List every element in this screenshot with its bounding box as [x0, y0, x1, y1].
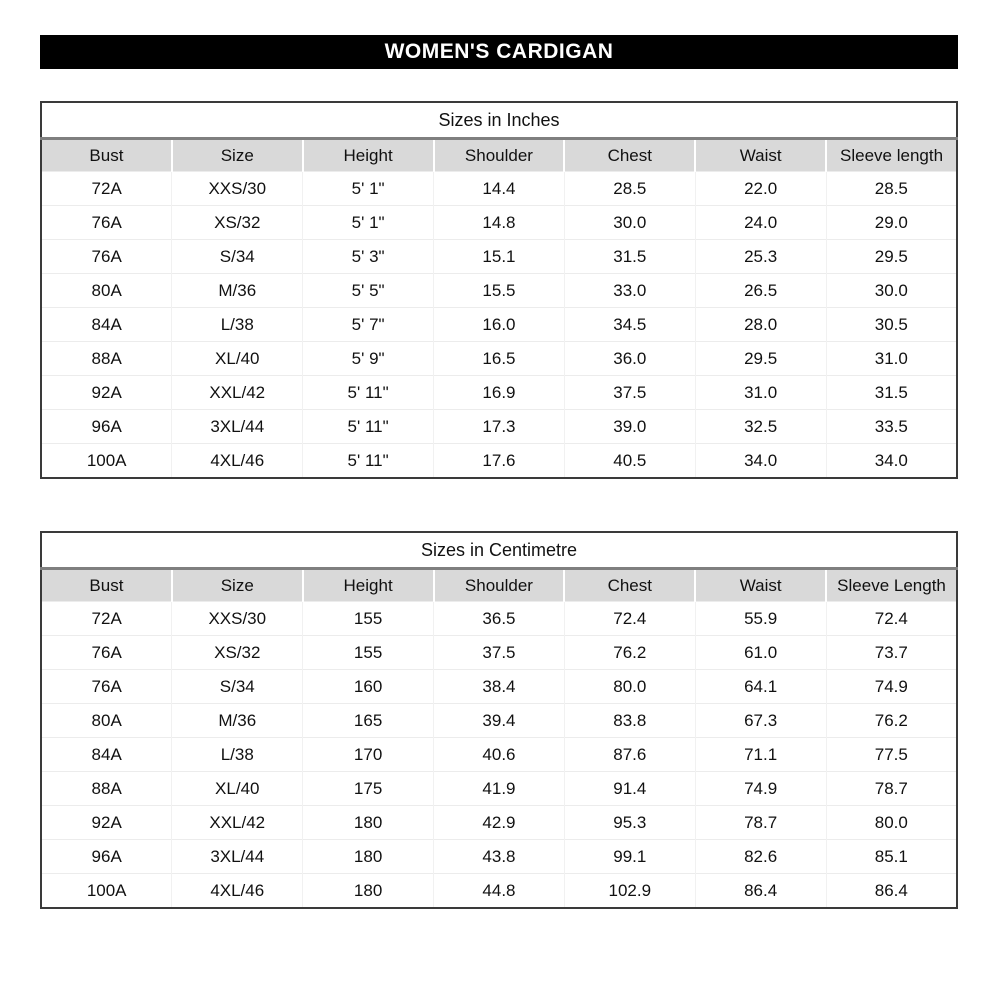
table-row — [41, 376, 957, 410]
cell: 37.5 — [564, 376, 695, 410]
cell: 44.8 — [434, 874, 565, 909]
cell: XXL/42 — [172, 806, 303, 840]
cell: 84A — [41, 308, 172, 342]
cell: 5' 9" — [303, 342, 434, 376]
cell: 80.0 — [564, 670, 695, 704]
column-header: Sleeve length — [826, 139, 957, 172]
column-header: Height — [303, 139, 434, 172]
table-header-row — [41, 139, 957, 172]
cell: 180 — [303, 806, 434, 840]
cell: XS/32 — [172, 636, 303, 670]
sizes-in-inches-table — [40, 101, 958, 479]
cell: 5' 5" — [303, 274, 434, 308]
cell: XXS/30 — [172, 602, 303, 636]
cell: 155 — [303, 636, 434, 670]
cell: 33.5 — [826, 410, 957, 444]
cell: 31.5 — [564, 240, 695, 274]
cell: 34.0 — [695, 444, 826, 479]
cell: 76.2 — [826, 704, 957, 738]
cell: 180 — [303, 840, 434, 874]
table-row — [41, 636, 957, 670]
cell: 5' 3" — [303, 240, 434, 274]
cell: L/38 — [172, 308, 303, 342]
table-title-row — [41, 532, 957, 569]
cell: 80A — [41, 704, 172, 738]
table-header-row — [41, 569, 957, 602]
cell: 4XL/46 — [172, 874, 303, 909]
cell: 17.3 — [434, 410, 565, 444]
cell: 5' 11" — [303, 410, 434, 444]
cell: 82.6 — [695, 840, 826, 874]
table-row — [41, 806, 957, 840]
table-title: Sizes in Inches — [41, 102, 957, 139]
cell: 15.1 — [434, 240, 565, 274]
column-header: Waist — [695, 569, 826, 602]
cell: 78.7 — [695, 806, 826, 840]
cell: 29.0 — [826, 206, 957, 240]
cell: 96A — [41, 410, 172, 444]
table-row — [41, 206, 957, 240]
cell: XXS/30 — [172, 172, 303, 206]
table-title-row — [41, 102, 957, 139]
cell: 175 — [303, 772, 434, 806]
table-row — [41, 274, 957, 308]
cell: S/34 — [172, 670, 303, 704]
cell: 39.4 — [434, 704, 565, 738]
sizes-in-centimetre-table — [40, 531, 958, 909]
cell: 31.5 — [826, 376, 957, 410]
cell: 165 — [303, 704, 434, 738]
column-header: Sleeve Length — [826, 569, 957, 602]
cell: 38.4 — [434, 670, 565, 704]
cell: 91.4 — [564, 772, 695, 806]
cell: 71.1 — [695, 738, 826, 772]
cell: 72A — [41, 602, 172, 636]
cell: 34.5 — [564, 308, 695, 342]
cell: 17.6 — [434, 444, 565, 479]
page-title: WOMEN'S CARDIGAN — [384, 40, 614, 63]
cell: 24.0 — [695, 206, 826, 240]
page-title-banner — [40, 35, 958, 69]
cell: 25.3 — [695, 240, 826, 274]
cell: 80A — [41, 274, 172, 308]
cell: 96A — [41, 840, 172, 874]
cell: 28.5 — [564, 172, 695, 206]
table-row — [41, 874, 957, 909]
cell: XL/40 — [172, 342, 303, 376]
cell: 29.5 — [695, 342, 826, 376]
column-header: Shoulder — [434, 139, 565, 172]
cell: 5' 11" — [303, 444, 434, 479]
cell: 5' 1" — [303, 206, 434, 240]
column-header: Height — [303, 569, 434, 602]
table-body — [41, 602, 957, 909]
cell: 72.4 — [564, 602, 695, 636]
cell: 30.5 — [826, 308, 957, 342]
table-row — [41, 444, 957, 479]
column-header: Chest — [564, 569, 695, 602]
cell: 3XL/44 — [172, 410, 303, 444]
cell: 30.0 — [826, 274, 957, 308]
cell: 31.0 — [695, 376, 826, 410]
table-row — [41, 840, 957, 874]
cell: 85.1 — [826, 840, 957, 874]
cell: XL/40 — [172, 772, 303, 806]
table-row — [41, 738, 957, 772]
cell: 76A — [41, 636, 172, 670]
cell: 88A — [41, 342, 172, 376]
cell: 33.0 — [564, 274, 695, 308]
table-row — [41, 704, 957, 738]
cell: 72.4 — [826, 602, 957, 636]
cell: 37.5 — [434, 636, 565, 670]
table-row — [41, 670, 957, 704]
cell: M/36 — [172, 704, 303, 738]
cell: 31.0 — [826, 342, 957, 376]
cell: 40.6 — [434, 738, 565, 772]
column-header: Size — [172, 139, 303, 172]
cell: 92A — [41, 806, 172, 840]
cell: 78.7 — [826, 772, 957, 806]
cell: 100A — [41, 874, 172, 909]
cell: S/34 — [172, 240, 303, 274]
cell: 28.5 — [826, 172, 957, 206]
cell: 170 — [303, 738, 434, 772]
cell: 16.9 — [434, 376, 565, 410]
cell: 36.5 — [434, 602, 565, 636]
cell: 4XL/46 — [172, 444, 303, 479]
cell: 160 — [303, 670, 434, 704]
cell: 67.3 — [695, 704, 826, 738]
cell: 84A — [41, 738, 172, 772]
table-row — [41, 240, 957, 274]
cell: 42.9 — [434, 806, 565, 840]
cell: 14.8 — [434, 206, 565, 240]
cell: 76A — [41, 240, 172, 274]
cell: 5' 7" — [303, 308, 434, 342]
cell: 86.4 — [826, 874, 957, 909]
table-row — [41, 342, 957, 376]
column-header: Shoulder — [434, 569, 565, 602]
cell: 100A — [41, 444, 172, 479]
column-header: Waist — [695, 139, 826, 172]
cell: 80.0 — [826, 806, 957, 840]
cell: 102.9 — [564, 874, 695, 909]
cell: 76.2 — [564, 636, 695, 670]
table-title: Sizes in Centimetre — [41, 532, 957, 569]
cell: 92A — [41, 376, 172, 410]
cell: 5' 11" — [303, 376, 434, 410]
cell: 64.1 — [695, 670, 826, 704]
cell: 36.0 — [564, 342, 695, 376]
cell: XXL/42 — [172, 376, 303, 410]
cell: 72A — [41, 172, 172, 206]
cell: 39.0 — [564, 410, 695, 444]
cell: 180 — [303, 874, 434, 909]
cell: 83.8 — [564, 704, 695, 738]
table-body — [41, 172, 957, 479]
cell: 74.9 — [826, 670, 957, 704]
cell: 16.5 — [434, 342, 565, 376]
column-header: Bust — [41, 569, 172, 602]
cell: 43.8 — [434, 840, 565, 874]
cell: 22.0 — [695, 172, 826, 206]
table-row — [41, 772, 957, 806]
cell: 41.9 — [434, 772, 565, 806]
cell: 74.9 — [695, 772, 826, 806]
cell: 99.1 — [564, 840, 695, 874]
cell: 30.0 — [564, 206, 695, 240]
cell: 95.3 — [564, 806, 695, 840]
cell: 3XL/44 — [172, 840, 303, 874]
cell: 14.4 — [434, 172, 565, 206]
cell: L/38 — [172, 738, 303, 772]
cell: 77.5 — [826, 738, 957, 772]
cell: 86.4 — [695, 874, 826, 909]
cell: XS/32 — [172, 206, 303, 240]
table-row — [41, 602, 957, 636]
cell: 87.6 — [564, 738, 695, 772]
cell: 76A — [41, 670, 172, 704]
column-header: Bust — [41, 139, 172, 172]
column-header: Chest — [564, 139, 695, 172]
cell: 73.7 — [826, 636, 957, 670]
table-row — [41, 410, 957, 444]
cell: 16.0 — [434, 308, 565, 342]
cell: 29.5 — [826, 240, 957, 274]
cell: 40.5 — [564, 444, 695, 479]
cell: 61.0 — [695, 636, 826, 670]
table-row — [41, 172, 957, 206]
cell: M/36 — [172, 274, 303, 308]
cell: 155 — [303, 602, 434, 636]
table-row — [41, 308, 957, 342]
cell: 5' 1" — [303, 172, 434, 206]
column-header: Size — [172, 569, 303, 602]
cell: 26.5 — [695, 274, 826, 308]
cell: 88A — [41, 772, 172, 806]
cell: 15.5 — [434, 274, 565, 308]
cell: 34.0 — [826, 444, 957, 479]
cell: 28.0 — [695, 308, 826, 342]
cell: 55.9 — [695, 602, 826, 636]
cell: 76A — [41, 206, 172, 240]
cell: 32.5 — [695, 410, 826, 444]
